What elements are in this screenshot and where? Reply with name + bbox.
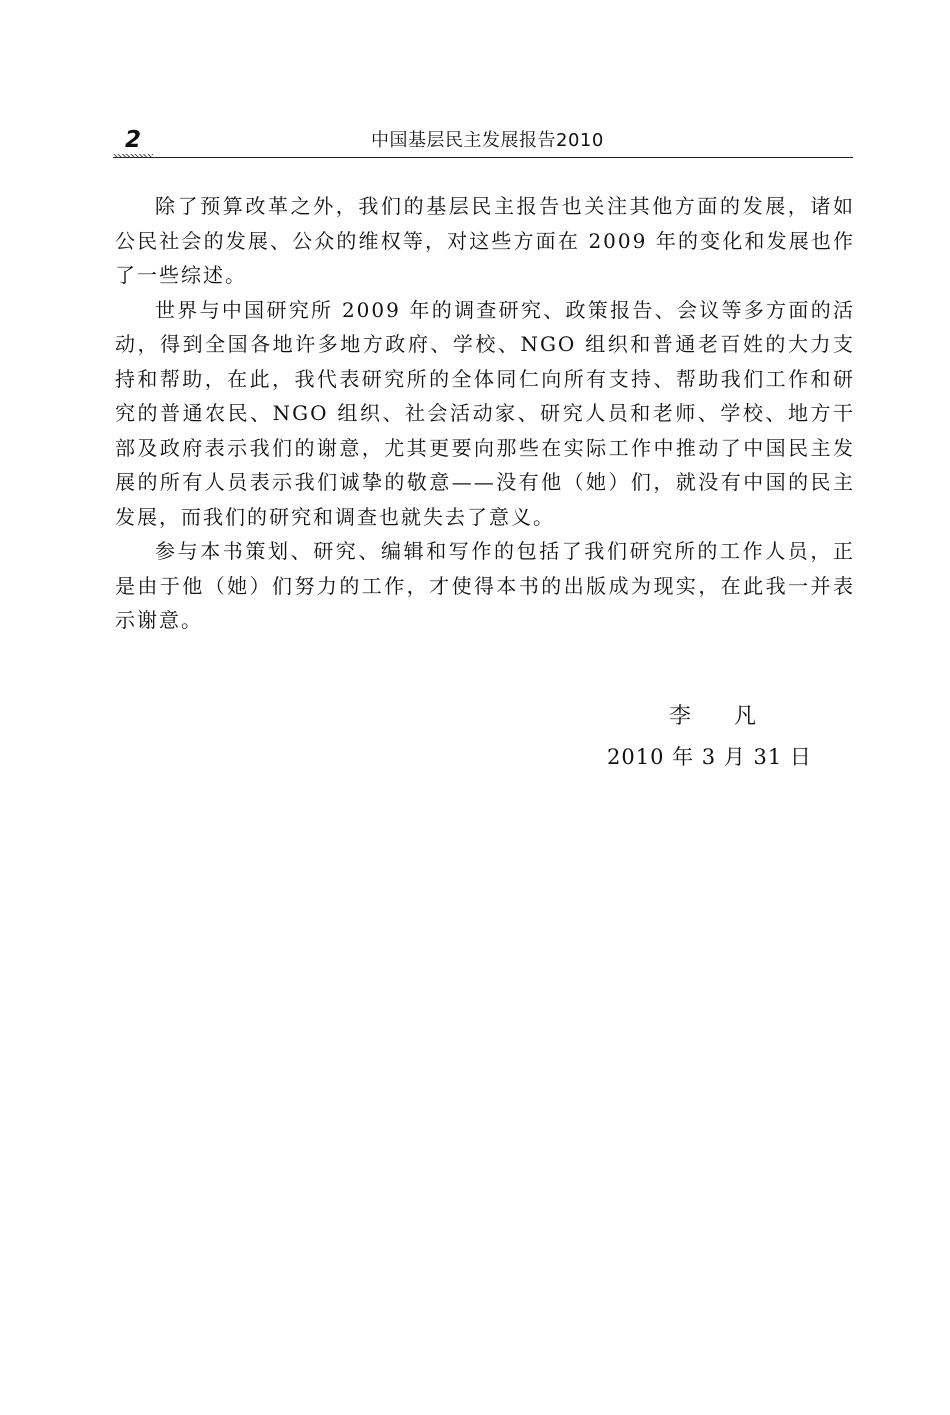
author-name: 李 凡 — [669, 704, 774, 729]
paragraph: 世界与中国研究所 2009 年的调查研究、政策报告、会议等多方面的活动，得到全国各地许多地方政府、学校、NGO 组织和普通老百姓的大力支持和帮助，在此，我代表研究所的全体同仁向所有支持、帮助我们工作和研究的普通农民、NGO 组织、社会活动家、研究人员和老师、学校、地方干部及政府表示我们的谢意，尤其更要向那些在实际工作中推动了中国民主发展的所有人员表示我们诚挚的敬意——没有他（她）们，就没有中国的民主发展，而我们的研究和调查也就失去了意义。 — [115, 297, 855, 529]
body-text — [115, 189, 855, 638]
paragraph: 除了预算改革之外，我们的基层民主报告也关注其他方面的发展，诸如公民社会的发展、公众的维权等，对这些方面在 2009 年的变化和发展也作了一些综述。 — [115, 194, 855, 287]
page-number: 2 — [125, 127, 142, 153]
header-rule — [113, 157, 853, 158]
running-head — [113, 126, 853, 160]
signature-date: 2010 年 3 月 31 日 — [607, 745, 812, 769]
paragraph: 参与本书策划、研究、编辑和写作的包括了我们研究所的工作人员，正是由于他（她）们努力的工作，才使得本书的出版成为现实，在此我一并表示谢意。 — [115, 539, 855, 632]
running-title: 中国基层民主发展报告2010 — [371, 130, 604, 151]
